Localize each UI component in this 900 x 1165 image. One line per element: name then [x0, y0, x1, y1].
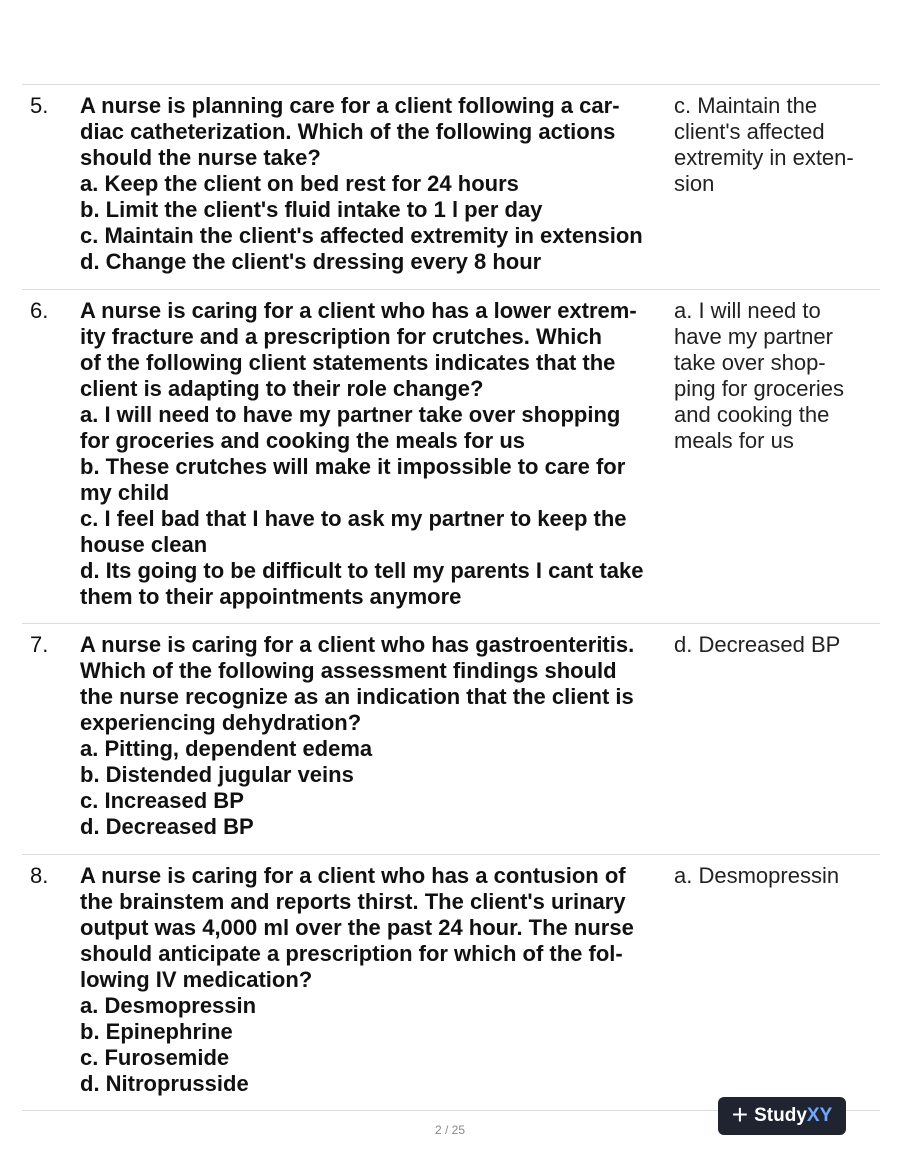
divider [22, 623, 880, 624]
option-b: b. These crutches will make it impossible to care for [80, 454, 626, 479]
plus-icon: + [731, 1098, 749, 1130]
brand-suffix: XY [806, 1105, 833, 1126]
question-line: Which of the following assessment findings should [80, 658, 617, 683]
option-c: c. Increased BP [80, 788, 244, 813]
divider [22, 289, 880, 290]
option-d: d. Nitroprusside [80, 1071, 249, 1096]
question-line: of the following client statements indicates that the [80, 350, 616, 375]
question-number: 8. [30, 863, 49, 888]
option-a: a. Desmopressin [80, 993, 257, 1018]
answer-text [674, 863, 874, 889]
question-line: output was 4,000 ml over the past 24 hour. The nurse [80, 915, 634, 940]
answer-line: d. Decreased BP [674, 632, 841, 657]
question-line: should the nurse take? [80, 145, 321, 170]
question-line: experiencing dehydration? [80, 710, 362, 735]
answer-line: extremity in exten- [674, 145, 854, 170]
studyxy-logo[interactable] [718, 1097, 846, 1135]
option-c: c. Maintain the client's affected extremity in extension [80, 223, 643, 248]
answer-line: a. I will need to [674, 298, 821, 323]
question-line: A nurse is caring for a client who has a contusion of [80, 863, 626, 888]
question-line: ity fracture and a prescription for crutches. Which [80, 324, 602, 349]
option-c: c. Furosemide [80, 1045, 230, 1070]
question-line: the nurse recognize as an indication that the client is [80, 684, 634, 709]
option-a: for groceries and cooking the meals for us [80, 428, 525, 453]
answer-line: sion [674, 171, 715, 196]
answer-line: take over shop- [674, 350, 826, 375]
option-a: a. I will need to have my partner take over shopping [80, 402, 621, 427]
question-line: should anticipate a prescription for which of the fol- [80, 941, 623, 966]
question-text [80, 298, 670, 610]
answer-line: meals for us [674, 428, 794, 453]
option-d: d. Its going to be difficult to tell my parents I cant take [80, 558, 644, 583]
answer-line: and cooking the [674, 402, 830, 427]
answer-line: client's affected [674, 119, 825, 144]
question-number: 5. [30, 93, 49, 118]
divider [22, 854, 880, 855]
option-a: a. Keep the client on bed rest for 24 hours [80, 171, 519, 196]
question-text [80, 863, 670, 1097]
brand-prefix: Study [754, 1105, 807, 1126]
option-c: c. I feel bad that I have to ask my partner to keep the [80, 506, 627, 531]
option-b: my child [80, 480, 170, 505]
question-line: lowing IV medication? [80, 967, 313, 992]
option-d: d. Decreased BP [80, 814, 254, 839]
answer-text [674, 93, 874, 197]
answer-line: c. Maintain the [674, 93, 818, 118]
question-line: A nurse is caring for a client who has gastroenteritis. [80, 632, 635, 657]
option-d: d. Change the client's dressing every 8 hour [80, 249, 542, 274]
answer-line: a. Desmopressin [674, 863, 840, 888]
answer-text [674, 632, 874, 658]
question-line: client is adapting to their role change? [80, 376, 484, 401]
option-b: b. Limit the client's fluid intake to 1 l per day [80, 197, 543, 222]
question-text [80, 632, 670, 840]
brand-name [754, 1105, 832, 1127]
option-b: b. Distended jugular veins [80, 762, 354, 787]
answer-text [674, 298, 874, 454]
question-number: 6. [30, 298, 49, 323]
question-line: the brainstem and reports thirst. The client's urinary [80, 889, 626, 914]
question-line: diac catheterization. Which of the following actions [80, 119, 616, 144]
question-line: A nurse is caring for a client who has a lower extrem- [80, 298, 637, 323]
option-d: them to their appointments anymore [80, 584, 462, 609]
divider [22, 84, 880, 85]
answer-line: ping for groceries [674, 376, 844, 401]
question-text [80, 93, 670, 275]
question-number: 7. [30, 632, 49, 657]
question-line: A nurse is planning care for a client following a car- [80, 93, 620, 118]
option-b: b. Epinephrine [80, 1019, 233, 1044]
answer-line: have my partner [674, 324, 833, 349]
option-c: house clean [80, 532, 208, 557]
option-a: a. Pitting, dependent edema [80, 736, 373, 761]
page-indicator: 2 / 25 [434, 1123, 466, 1137]
